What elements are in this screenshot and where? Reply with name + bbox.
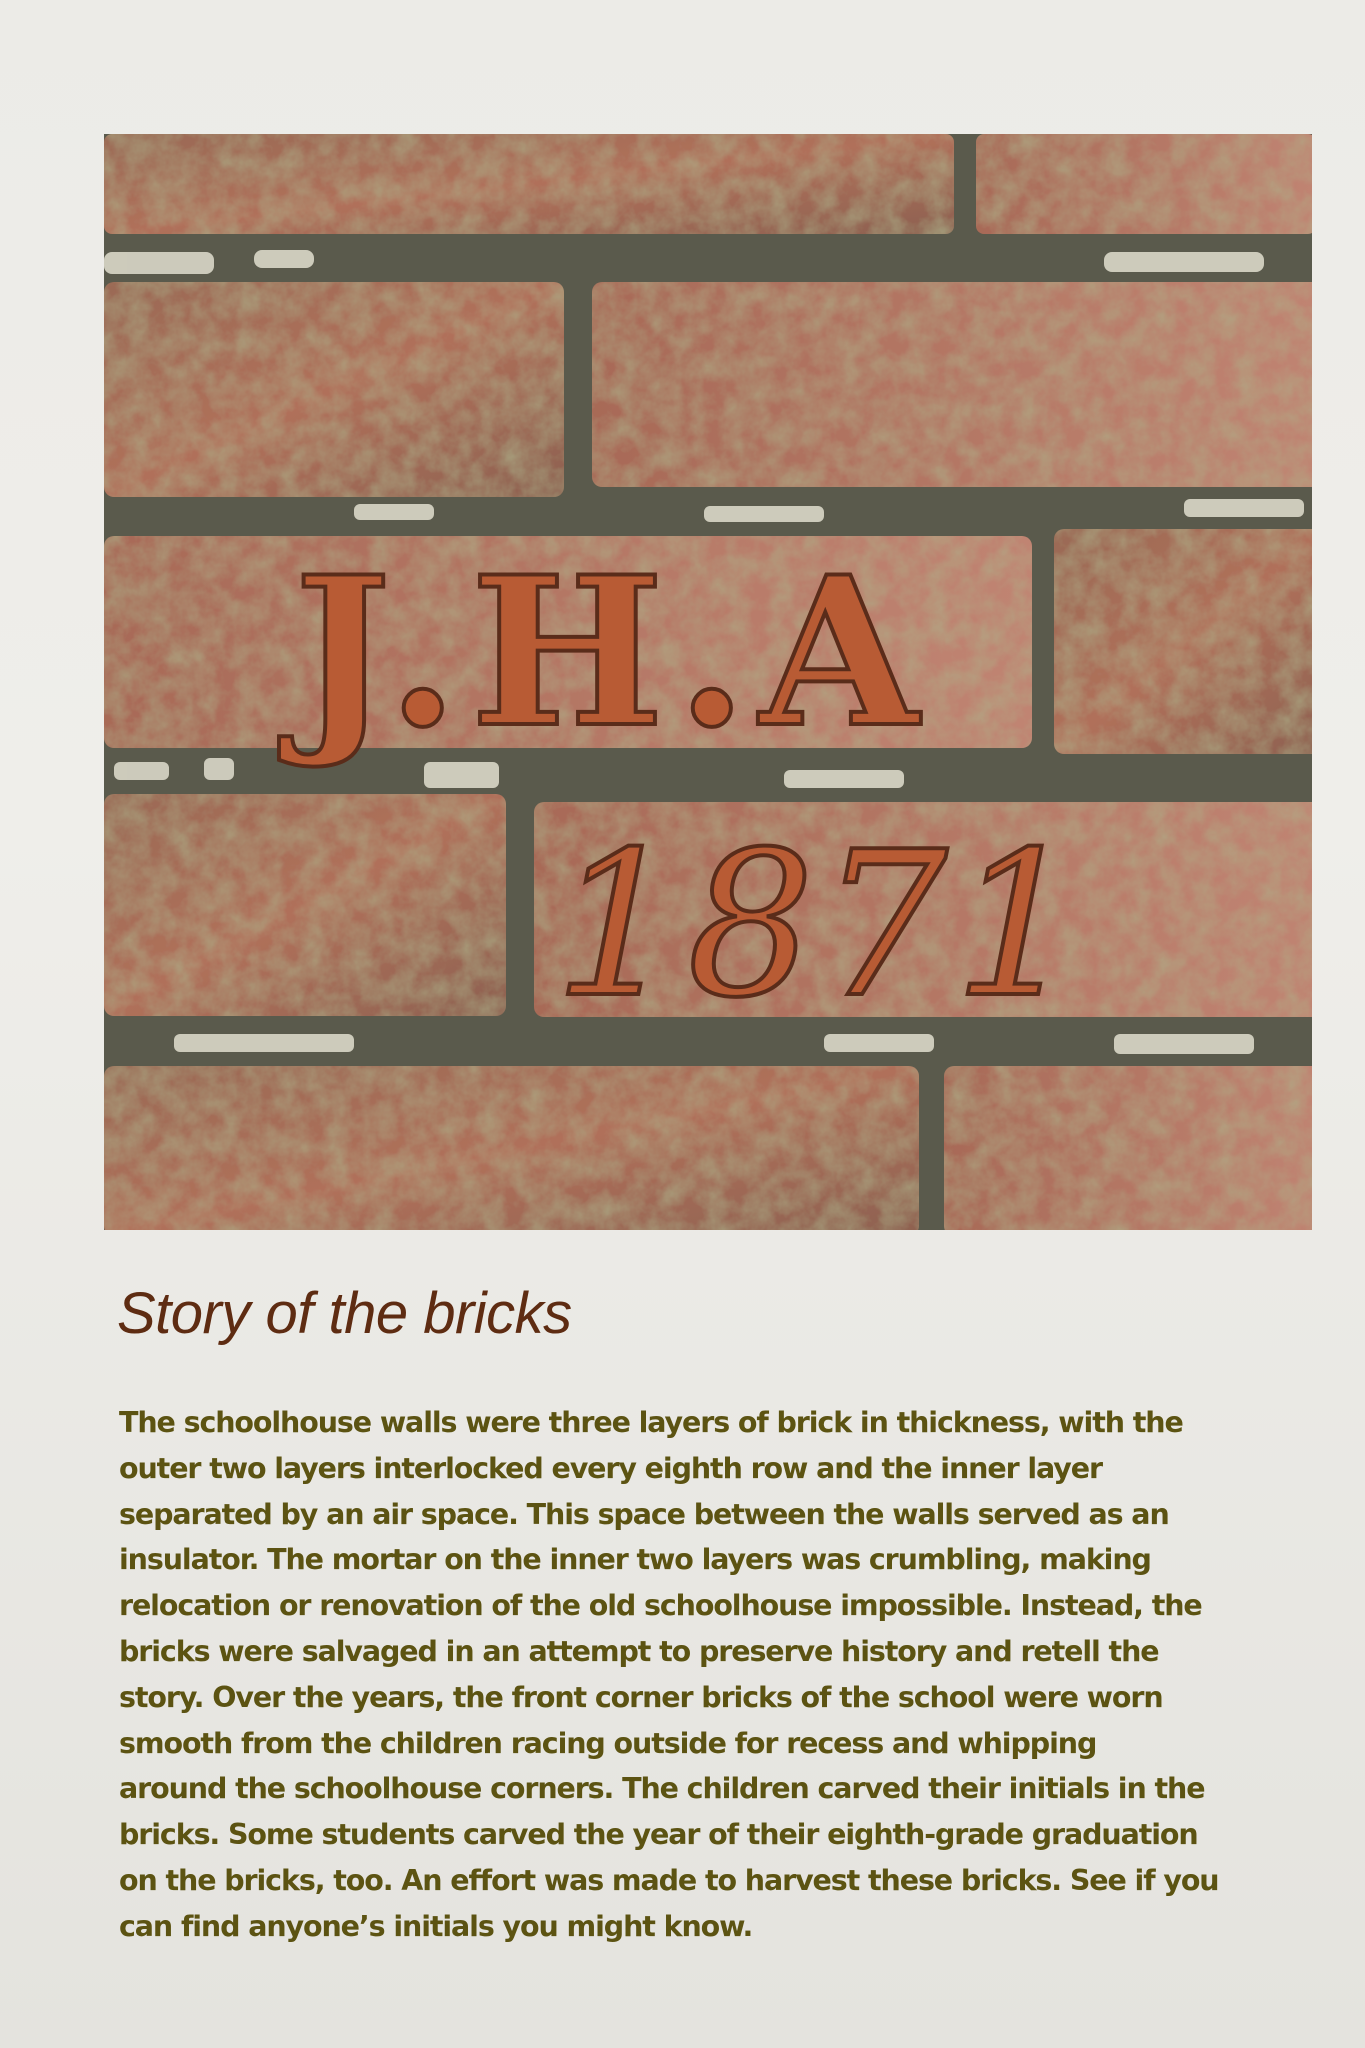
carved-year-text: 1871 (554, 809, 1087, 1042)
panel-body-line: around the schoolhouse corners. The children carved their initials in the (119, 1772, 1205, 1806)
panel-body-line: on the bricks, too. An effort was made to harvest these bricks. See if you (119, 1863, 1219, 1897)
panel-body-line: outer two layers interlocked every eighth row and the inner layer (119, 1451, 1102, 1485)
panel-body-line: story. Over the years, the front corner bricks of the school were worn (119, 1680, 1163, 1714)
panel-body-line: The schoolhouse walls were three layers of brick in thickness, with the (119, 1406, 1183, 1439)
carved-initials-text: J.H.A (294, 533, 931, 773)
brick-wall-photo (104, 134, 1312, 1230)
panel-body-line: bricks. Some students carved the year of their eighth-grade graduation (119, 1818, 1198, 1852)
panel-body-line: insulator. The mortar on the inner two layers was crumbling, making (119, 1543, 1151, 1577)
panel-body-line: relocation or renovation of the old schoolhouse impossible. Instead, the (119, 1589, 1202, 1623)
panel-body-line: smooth from the children racing outside for recess and whipping (119, 1726, 1097, 1760)
carved-initials (278, 533, 931, 773)
panel-body (119, 1400, 1229, 1950)
panel-title: Story of the bricks (117, 1281, 572, 1346)
panel-body-line: bricks were salvaged in an attempt to preserve history and retell the (119, 1634, 1159, 1668)
brick-wall-illustration (104, 134, 1312, 1230)
panel-body-line: separated by an air space. This space between the walls served as an (119, 1497, 1169, 1531)
carved-year (554, 809, 1087, 1042)
panel-body-line: can find anyone’s initials you might know. (119, 1909, 753, 1943)
